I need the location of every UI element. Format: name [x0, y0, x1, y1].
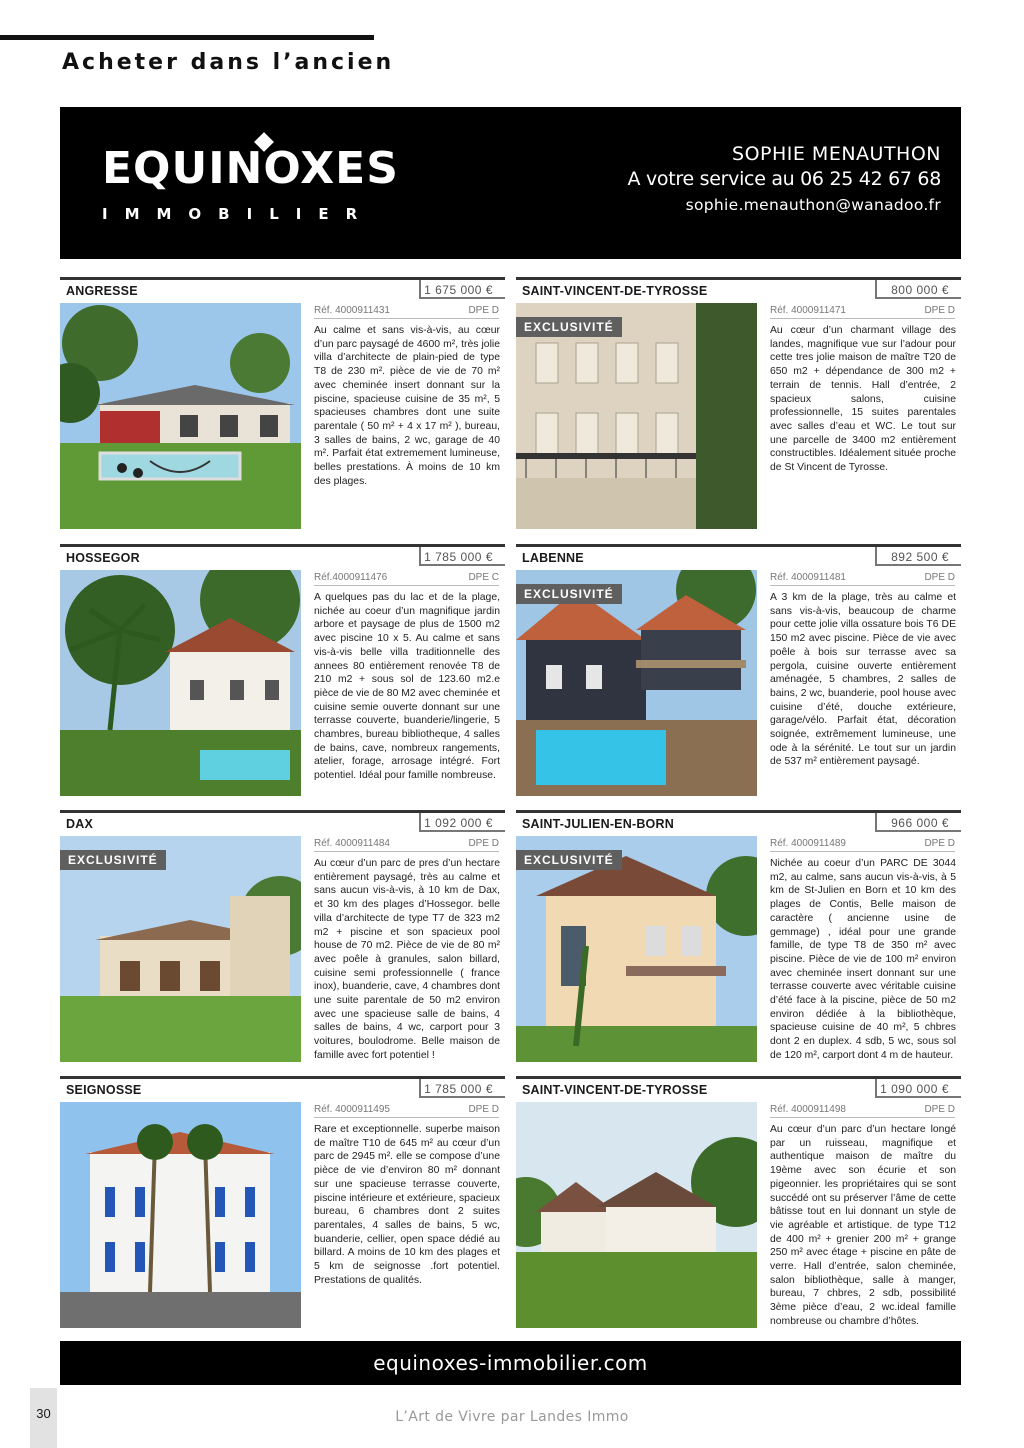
listing-photo[interactable] [60, 303, 301, 529]
price-box [875, 1079, 961, 1098]
exclusive-badge: EXCLUSIVITÉ [516, 584, 622, 604]
ref-line [314, 1104, 499, 1118]
agent-email: sophie.menauthon@wanadoo.fr [685, 196, 941, 214]
listing-description: Au cœur d’un parc d’un hectare longé par un ruisseau, magnifique et authentique maison de maître du 19ème avec son écurie et son pigeonnier. les propriétaires qui se sont succédé ont su préserver l’âme de cette bâtisse tout en lui donnant un style de vie agréable et artistique. de type T12 de 400 m² + grenier 200 m² + grange 250 m² avec étage + piscine en pâte de verre. Hall d’entrée, salon cheminée, salon bibliothèque, salle à manger, bureau, 7 chbres, 2 sdb, possibilité 3ème pièce d’eau, 2 wc.ideal famille nombreuse ou chambre d’hôtes. [770, 1124, 956, 1327]
listing-photo[interactable] [516, 303, 757, 529]
listing-card[interactable] [516, 810, 961, 1068]
listing-photo[interactable] [60, 1102, 301, 1328]
ref-line [314, 838, 499, 852]
listing-city: LABENNE [522, 551, 584, 565]
listing-description: Rare et exceptionnelle. superbe maison de maître T10 de 645 m² au cœur d’un parc de 2945 m². elle se compose d’une pièce de vie d’environ 80 m² donnant sur une spacieuse terrasse couverte, piscine intérieure et extérieure, spacieux bureau, 6 chambres dont 2 suites parentales, 4 salles de bains, 5 wc, buanderie, cellier, open space dédié au billard. A moins de 10 km des plages et 5 km de seignosse .fort potentiel. Prestations de qualités. [314, 1124, 500, 1286]
listing-header [60, 810, 505, 832]
ref-line [770, 1104, 955, 1118]
listing-dpe: DPE D [468, 1104, 499, 1115]
listing-header [60, 544, 505, 566]
listing-photo[interactable] [60, 836, 301, 1062]
listing-header [60, 277, 505, 299]
listing-ref: Réf. 4000911481 [770, 572, 846, 583]
listing-header [516, 810, 961, 832]
listing-city: ANGRESSE [66, 284, 138, 298]
listing-price: 1 675 000 € [424, 283, 493, 297]
listing-ref: Réf. 4000911431 [314, 305, 390, 316]
ref-line [314, 572, 499, 586]
listing-card[interactable] [516, 277, 961, 535]
listing-ref: Réf. 4000911489 [770, 838, 846, 849]
listing-description: A 3 km de la plage, très au calme et sans vis-à-vis, beaucoup de charme pour cette jolie villa ossature bois T6 DE 150 m2 avec piscine. Pièce de vie avec poêle à bois sur terrasse avec sa pergola, cuisine ouverte entièrement aménagée, 5 chambres, 2 salles de bains, 2 wc, buanderie, pool house avec cuisine d’été, douche extérieure, garage/vélo. Parfait état, décoration soignée, extrêmement lumineuse, une ode à la sérénité. Le tout sur un jardin de 537 m² entièrement paysagé. [770, 592, 956, 768]
listing-description: Au cœur d’un parc de pres d’un hectare entièrement paysagé, très au calme et sans aucun vis-à-vis, à 10 km de Dax, et 30 km des plages d’Hossegor. belle villa d’architecte de type T7 de 323 m2 m2 + piscine et son spacieux pool house de 70 m2. Pièce de vie de 80 m² avec poêle à granules, salon billard, cuisine semi professionnelle ( france inox), buanderie, cave, 4 chambres dont une suite parentale de 50 m2 environ avec une spacieuse salle de bains, 4 salles de bains, 4 wc, carport pour 3 voitures, boulodrome. Belle maison de famille avec fort potentiel ! [314, 858, 500, 1061]
listing-price: 1 785 000 € [424, 550, 493, 564]
ref-line [770, 838, 955, 852]
listing-dpe: DPE D [924, 838, 955, 849]
listing-dpe: DPE D [924, 1104, 955, 1115]
price-box [875, 280, 961, 299]
agency-logo [102, 135, 399, 235]
listing-price: 892 500 € [891, 550, 949, 564]
listing-photo[interactable] [516, 570, 757, 796]
price-box [875, 547, 961, 566]
listing-card[interactable] [60, 810, 505, 1068]
website-link[interactable]: equinoxes-immobilier.com [373, 1351, 648, 1375]
listing-photo[interactable] [60, 570, 301, 796]
listing-header [516, 544, 961, 566]
listing-city: DAX [66, 817, 93, 831]
listing-ref: Réf. 4000911471 [770, 305, 846, 316]
listing-description: Nichée au coeur d’un PARC DE 3044 m2, au calme, sans aucun vis-à-vis, à 5 km de St-Julien en Born et 10 km des plages de Contis, Belle maison de caractère ( ancienne usine de gemmage) , idéal pour une grande famille, de type T8 de 350 m² avec piscine. Pièce de vie de 100 m² environ avec cheminée insert donnant sur une terrasse couverte avec véritable cuisine d’été face à la piscine, pièce de 50 m2 environ dédiée à la bibliothèque, spacieuse cuisine de 40 m², 5 chbres dont 2 en duplex. 4 sdb, 5 wc, sous sol de 120 m², carport dont 4 m de hauteur. [770, 858, 956, 1061]
agency-banner [60, 107, 961, 259]
logo-main-text: EQUINOXES [102, 143, 399, 194]
exclusive-badge: EXCLUSIVITÉ [516, 317, 622, 337]
section-title: Acheter dans l’ancien [62, 50, 395, 75]
price-box [419, 1079, 505, 1098]
price-box [419, 813, 505, 832]
logo-sub-text: IMMOBILIER [102, 205, 375, 223]
listing-ref: Réf. 4000911498 [770, 1104, 846, 1115]
listing-price: 1 090 000 € [880, 1082, 949, 1096]
listing-city: SAINT-VINCENT-DE-TYROSSE [522, 1083, 708, 1097]
price-box [875, 813, 961, 832]
listing-header [516, 1076, 961, 1098]
footer-bar [60, 1341, 961, 1385]
listing-price: 1 785 000 € [424, 1082, 493, 1096]
magazine-tagline: L’Art de Vivre par Landes Immo [395, 1409, 629, 1425]
listing-photo[interactable] [516, 836, 757, 1062]
agent-phone: A votre service au 06 25 42 67 68 [627, 168, 941, 190]
listing-dpe: DPE C [468, 572, 499, 583]
listing-dpe: DPE D [924, 305, 955, 316]
agent-contact [628, 143, 941, 214]
listing-dpe: DPE D [924, 572, 955, 583]
listing-header [516, 277, 961, 299]
ref-line [770, 572, 955, 586]
exclusive-badge: EXCLUSIVITÉ [516, 850, 622, 870]
listing-header [60, 1076, 505, 1098]
listing-ref: Réf. 4000911495 [314, 1104, 390, 1115]
listing-card[interactable] [60, 277, 505, 535]
listing-city: SAINT-VINCENT-DE-TYROSSE [522, 284, 708, 298]
listing-city: SAINT-JULIEN-EN-BORN [522, 817, 674, 831]
listing-card[interactable] [516, 1076, 961, 1334]
listing-card[interactable] [60, 544, 505, 802]
listing-card[interactable] [516, 544, 961, 802]
listing-city: SEIGNOSSE [66, 1083, 142, 1097]
listing-photo[interactable] [516, 1102, 757, 1328]
listing-dpe: DPE D [468, 838, 499, 849]
price-box [419, 280, 505, 299]
listing-price: 966 000 € [891, 816, 949, 830]
exclusive-badge: EXCLUSIVITÉ [60, 850, 166, 870]
ref-line [770, 305, 955, 319]
listing-description: Au calme et sans vis-à-vis, au cœur d’un parc paysagé de 4600 m², très jolie villa d’architecte de plain-pied de type T8 de 230 m². pièce de vie de 70 m² avec cheminée insert donnant sur la piscine, spacieuse cuisine de 35 m², 5 spacieuses chambres dont une suite parentale ( 50 m² + 4 x 17 m² ), bureau, 3 salles de bains, 2 wc, garage de 40 m². Parfait état extremement lumineuse, belles prestations. À moins de 10 km des plages. [314, 325, 500, 487]
listing-city: HOSSEGOR [66, 551, 140, 565]
listing-description: A quelques pas du lac et de la plage, nichée au coeur d’un magnifique jardin arbore et paysage de plus de 1500 m2 avec piscine 10 x 5. Au calme et sans vis-à-vis belle villa traditionnelle des annees 80 entièrement renovée T8 de 210 m2 + sous sol de 123.60 m2.e pièce de vie de 80 M2 avec cheminée et cuisine semie ouverte donnant sur une terrasse couverte, buanderie/lingerie, 5 chambres, bureau bibliotheque, 4 salles de bains, cave, nombreux rangements, atelier, forage, arrosage intégré. Fort potentiel. Idéal pour famille nombreuse. [314, 592, 500, 782]
ref-line [314, 305, 499, 319]
listing-ref: Réf.4000911476 [314, 572, 388, 583]
listing-description: Au cœur d’un charmant village des landes, magnifique vue sur l’adour pour cette tres jolie maison de maître T20 de 650 m2 + dépendance de 300 m2 + terrain de tennis. Hall d’entrée, 2 spacieux salons, cuisine professionnelle, 15 suites parentales avec salles d’eau et WC. Le tout sur une parcelle de 3400 m2 entièrement constructibles. Idéalement située proche de St Vincent de Tyrosse. [770, 325, 956, 474]
top-rule [0, 35, 374, 40]
agent-name: SOPHIE MENAUTHON [732, 143, 941, 165]
listing-card[interactable] [60, 1076, 505, 1334]
listing-price: 1 092 000 € [424, 816, 493, 830]
listing-ref: Réf. 4000911484 [314, 838, 390, 849]
listing-dpe: DPE D [468, 305, 499, 316]
page-number: 30 [30, 1388, 57, 1448]
price-box [419, 547, 505, 566]
listing-price: 800 000 € [891, 283, 949, 297]
